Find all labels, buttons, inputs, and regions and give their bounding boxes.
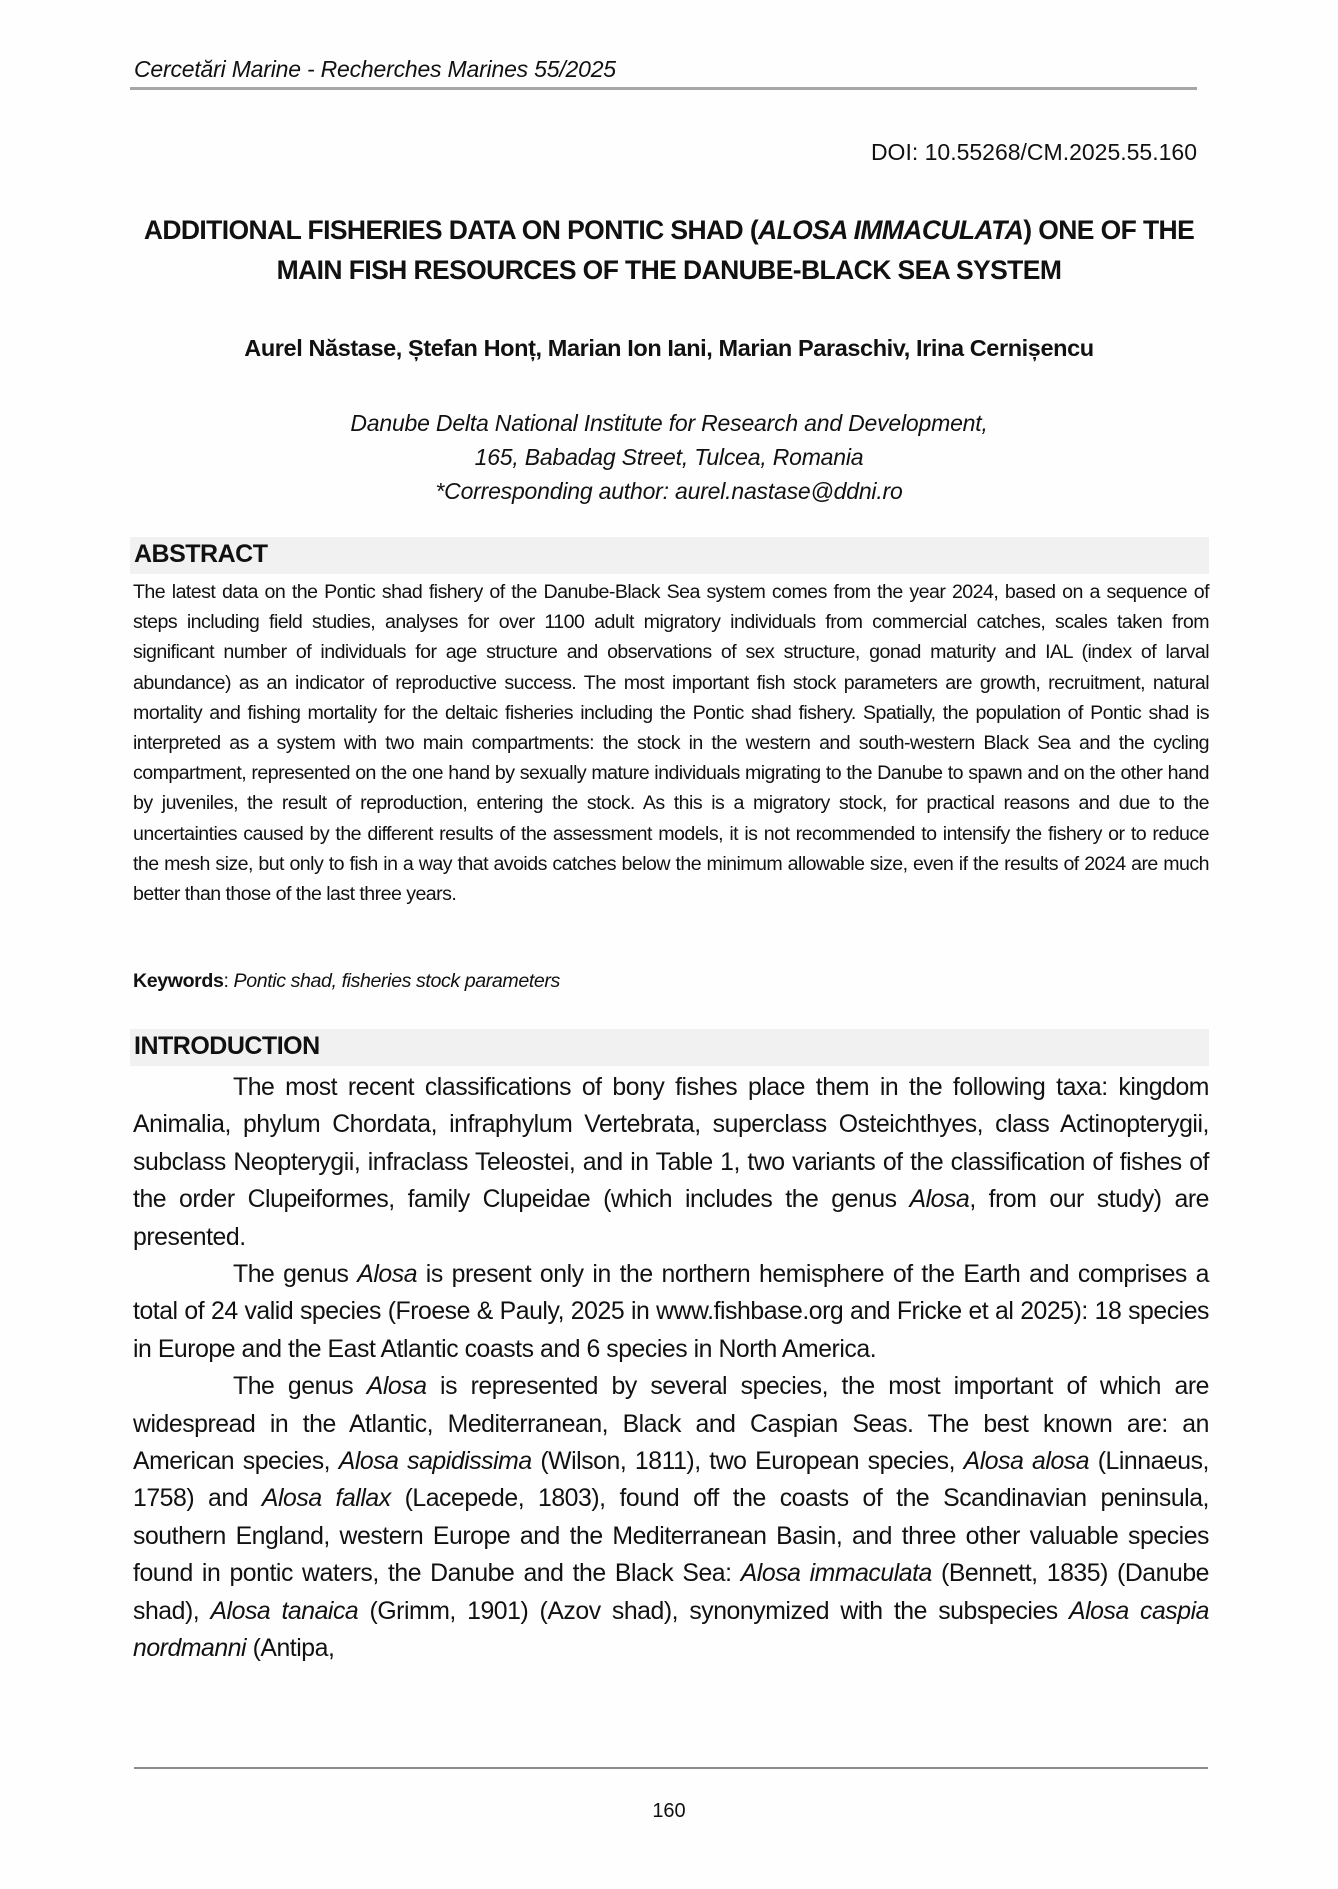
species-italic: Alosa sapidissima: [338, 1448, 532, 1476]
author-list: Aurel Năstase, Ștefan Honț, Marian Ion Iani, Marian Paraschiv, Irina Cernișencu: [244, 335, 1094, 361]
affiliation-block: [130, 406, 1208, 508]
title-species-italic: ALOSA IMMACULATA: [758, 215, 1024, 245]
introduction-heading: INTRODUCTION: [134, 1032, 320, 1060]
abstract-heading: ABSTRACT: [134, 540, 268, 568]
doi-link[interactable]: DOI: 10.55268/CM.2025.55.160: [870, 139, 1197, 165]
text-run: The genus: [233, 1261, 358, 1289]
header-divider: [130, 87, 1197, 90]
corresponding-author-email[interactable]: *Corresponding author: aurel.nastase@ddni.ro: [435, 478, 903, 504]
text-run: is represented by several species, the most important of which are widespread in the Atlantic, Mediterranean, Black and Caspian Seas. The best known are: an American species,: [133, 1373, 1209, 1476]
text-run: is present only in the northern hemisphere of the Earth and comprises a total of 24 valid species (Froese & Pauly, 2025 in www.fishbase.org and Fricke et al 2025): 18 species in Europe and the East Atlantic coasts and 6 species in North America.: [133, 1261, 1209, 1363]
species-italic: Alosa fallax: [261, 1485, 391, 1513]
page-number: 160: [652, 1800, 686, 1822]
text-run: (Lacepede, 1803), found off the coasts of the Scandinavian peninsula, southern England, western Europe and the Mediterranean Basin, and three other valuable species found in pontic waters, the Danube and the Black Sea:: [133, 1485, 1209, 1588]
species-italic: Alosa tanaica: [210, 1597, 359, 1625]
keywords-label: Keywords: [133, 970, 224, 992]
introduction-body: [133, 1069, 1209, 1668]
genus-italic: Alosa: [366, 1373, 427, 1401]
keywords-list: Pontic shad, fisheries stock parameters: [233, 970, 560, 992]
intro-paragraph-3: [133, 1368, 1209, 1667]
text-run: The genus: [233, 1373, 367, 1401]
title-text-part2: ) ONE OF THE MAIN FISH RESOURCES OF THE DANUBE-BLACK SEA SYSTEM: [276, 215, 1195, 285]
keywords-line: [133, 970, 560, 993]
text-run: The most recent classifications of bony fishes place them in the following taxa: kingdom Animalia, phylum Chordata, infraphylum Vertebrata, superclass Osteichthyes, class Actinopterygii, subclass Neopterygii, infraclass Teleostei, and in Table 1, two variants of the classification of fishes of the order Clupeiformes, family Clupeidae (which includes the genus: [133, 1074, 1209, 1214]
text-run: (Bennett, 1835) (Danube shad),: [133, 1560, 1209, 1625]
affiliation-institute: Danube Delta National Institute for Research and Development,: [350, 410, 988, 436]
abstract-paragraph: The latest data on the Pontic shad fishery of the Danube-Black Sea system comes from the year 2024, based on a sequence of steps including field studies, analyses for over 1100 adult migratory individuals from commercial catches, scales taken from significant number of individuals for age structure and observations of sex structure, gonad maturity and IAL (index of larval abundance) as an indicator of reproductive success. The most important fish stock parameters are growth, recruitment, natural mortality and fishing mortality for the deltaic fisheries including the Pontic shad fishery. Spatially, the population of Pontic shad is interpreted as a system with two main compartments: the stock in the western and south-western Black Sea and the cycling compartment, represented on the one hand by sexually mature individuals migrating to the Danube to spawn and on the other hand by juveniles, the result of reproduction, entering the stock. As this is a migratory stock, for practical reasons and due to the uncertainties caused by the different results of the assessment models, it is not recommended to intensify the fishery or to reduce the mesh size, but only to fish in a way that avoids catches below the minimum allowable size, even if the results of 2024 are much better than those of the last three years.: [133, 581, 1209, 906]
affiliation-address: 165, Babadag Street, Tulcea, Romania: [474, 444, 864, 470]
text-run: (Grimm, 1901) (Azov shad), synonymized with the subspecies: [358, 1597, 1069, 1625]
title-text-part1: ADDITIONAL FISHERIES DATA ON PONTIC SHAD (: [143, 215, 759, 245]
species-italic: Alosa alosa: [963, 1448, 1090, 1476]
intro-paragraph-1: [133, 1069, 1209, 1256]
species-italic: Alosa caspia nordmanni: [133, 1597, 1209, 1663]
species-italic: Alosa immaculata: [740, 1560, 932, 1588]
text-run: (Antipa,: [246, 1635, 335, 1663]
footer-divider: [134, 1767, 1208, 1769]
genus-italic: Alosa: [357, 1261, 418, 1289]
keywords-separator: :: [223, 970, 234, 992]
introduction-section-header: [130, 1029, 1209, 1066]
text-run: (Wilson, 1811), two European species,: [531, 1448, 964, 1476]
genus-italic: Alosa: [909, 1186, 970, 1214]
text-run: , from our study) are presented.: [133, 1186, 1209, 1251]
abstract-body: [133, 577, 1209, 909]
intro-paragraph-2: [133, 1256, 1209, 1368]
article-title: [130, 210, 1208, 290]
abstract-section-header: [130, 537, 1209, 574]
text-run: (Linnaeus, 1758) and: [133, 1448, 1209, 1513]
running-header-journal-title: Cercetări Marine - Recherches Marines 55/2025: [134, 56, 616, 82]
